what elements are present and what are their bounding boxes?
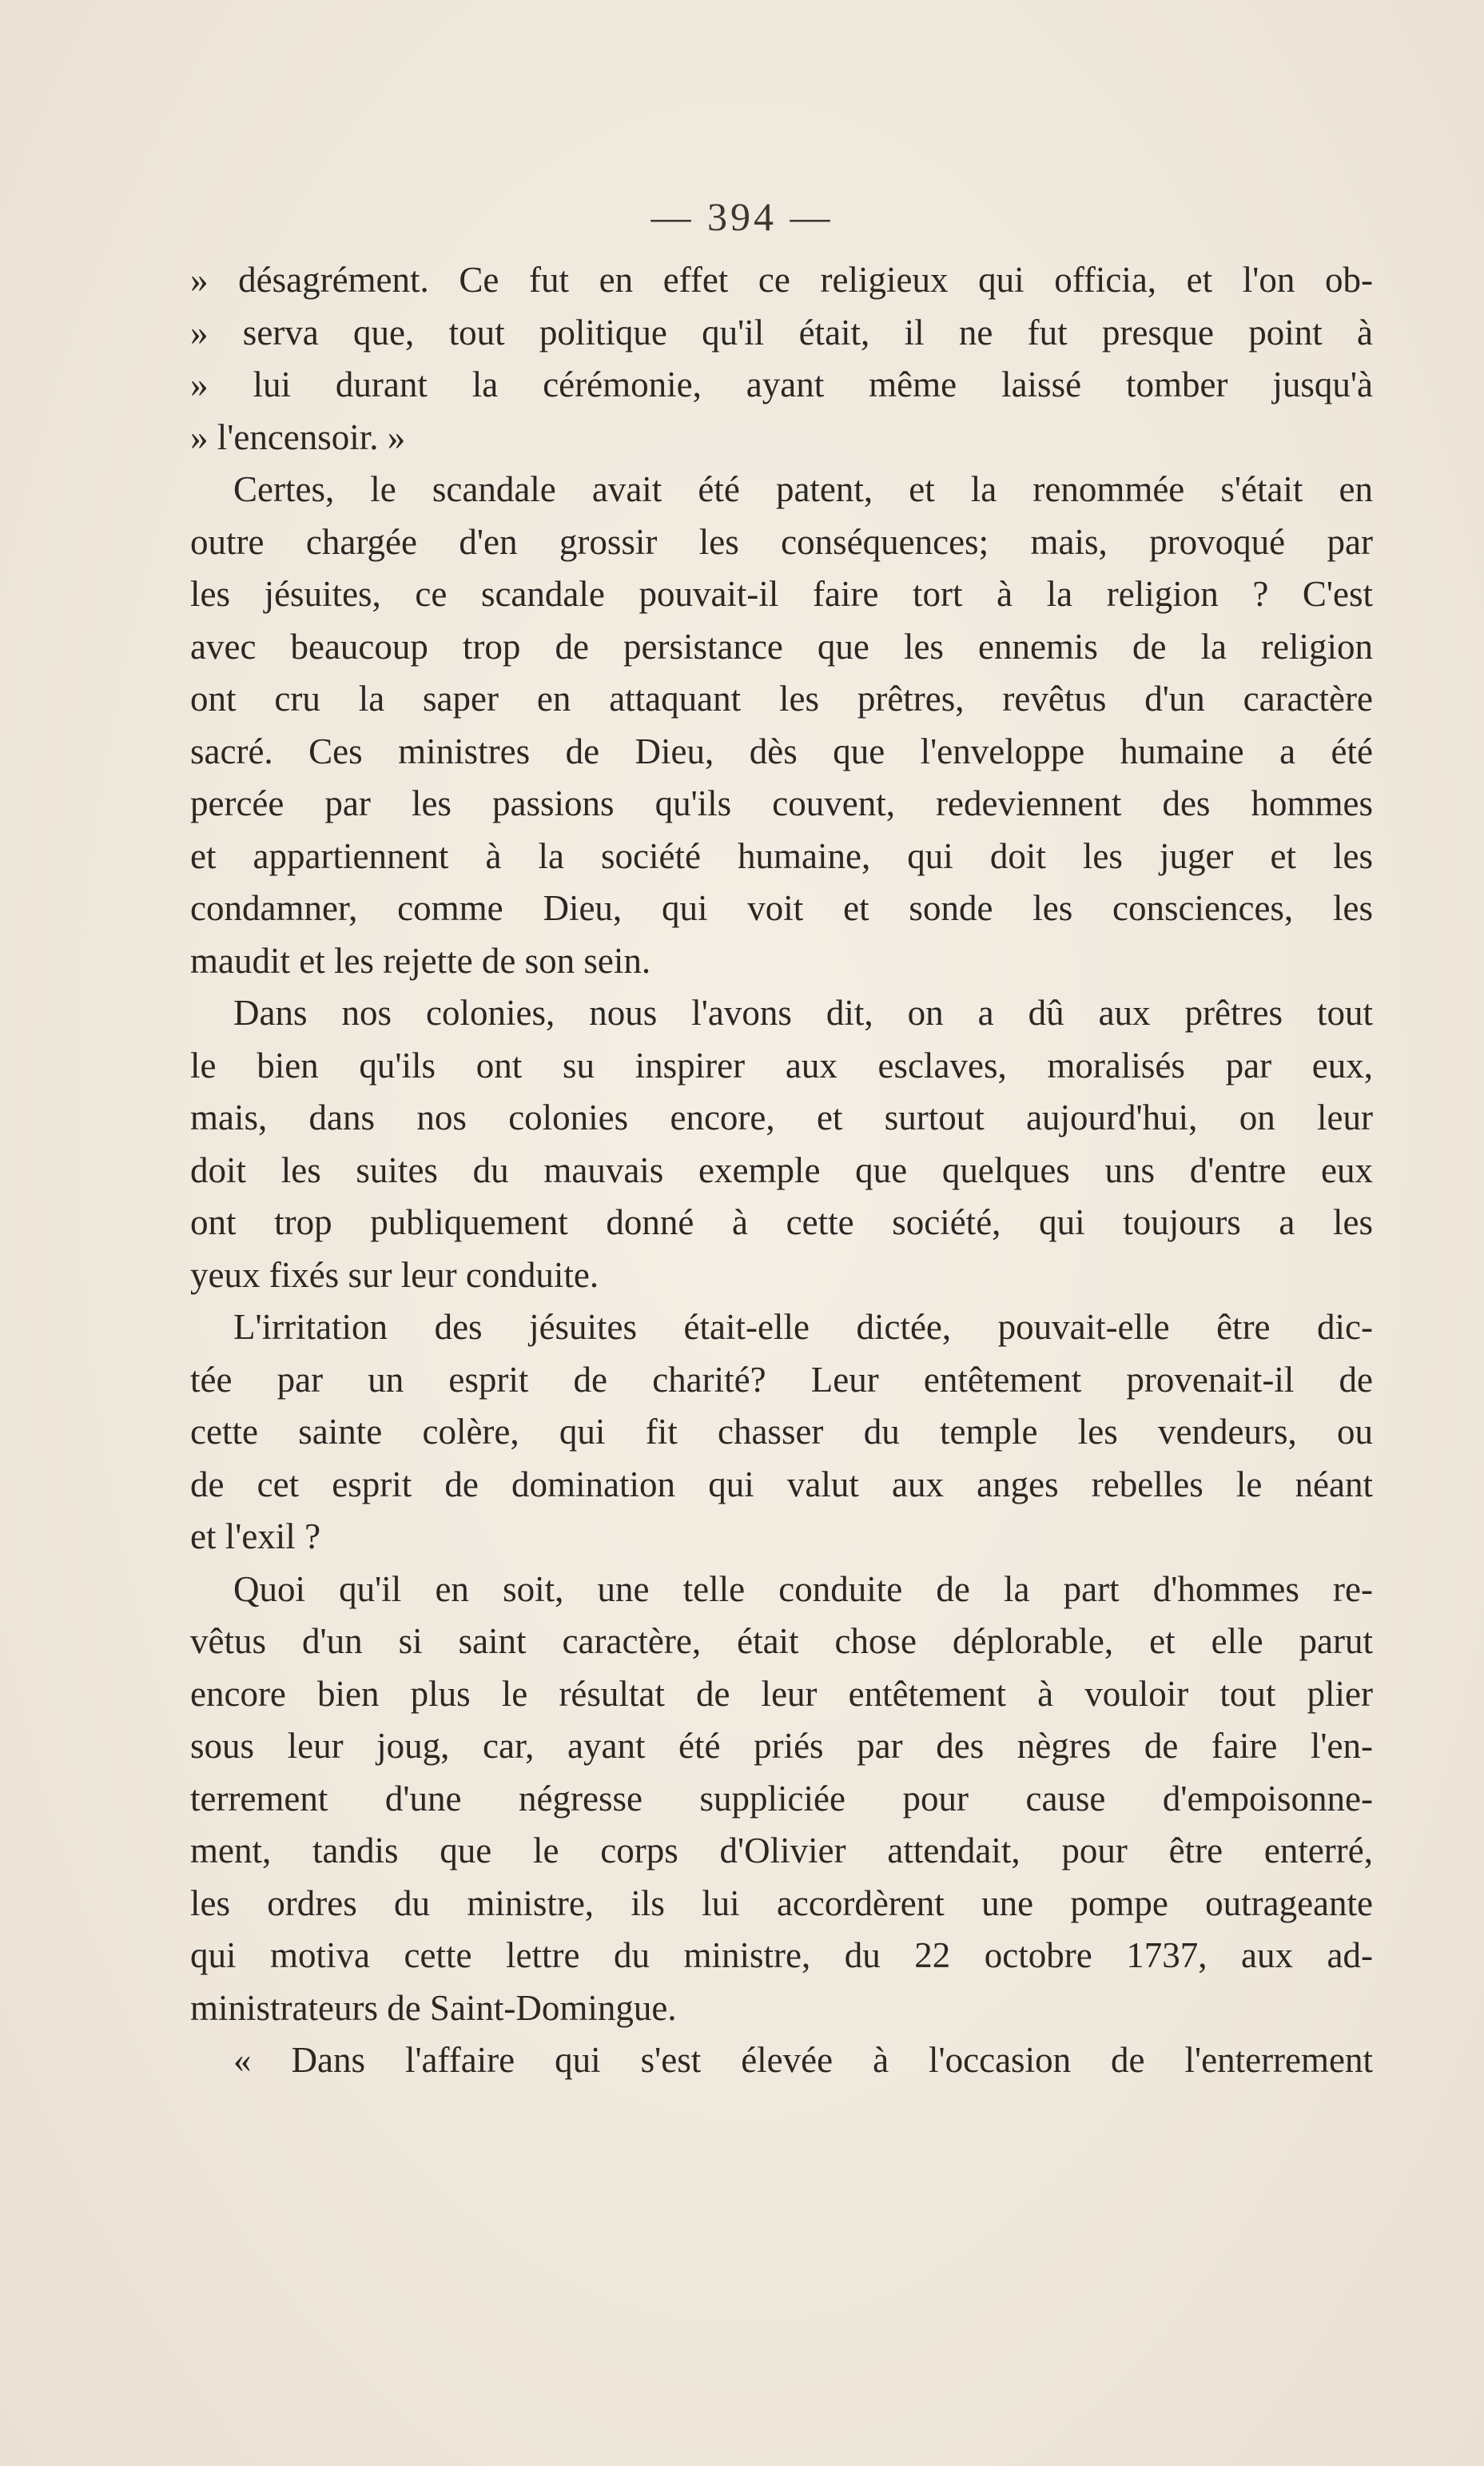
text-line: les ordres du ministre, ils lui accordèrent une pompe outrageante bbox=[190, 1882, 1373, 1923]
text-line: yeux fixés sur leur conduite. bbox=[190, 1254, 599, 1295]
text-line: mais, dans nos colonies encore, et surtout aujourd'hui, on leur bbox=[190, 1098, 1373, 1137]
text-line: terrement d'une négresse suppliciée pour cause d'empoisonne- bbox=[190, 1778, 1373, 1819]
text-line: maudit et les rejette de son sein. bbox=[190, 940, 651, 981]
text-line: » l'encensoir. » bbox=[190, 416, 406, 457]
text-line: » lui durant la cérémonie, ayant même laissé tomber jusqu'à bbox=[190, 365, 1373, 404]
page-number: — 394 — bbox=[650, 194, 834, 239]
text-line: tée par un esprit de charité? Leur entêtement provenait-il de bbox=[190, 1359, 1373, 1400]
text-line: doit les suites du mauvais exemple que quelques uns d'entre eux bbox=[190, 1149, 1373, 1190]
text-line: et appartiennent à la société humaine, qui doit les juger et les bbox=[190, 835, 1373, 876]
text-line: les jésuites, ce scandale pouvait-il faire tort à la religion ? C'est bbox=[190, 574, 1373, 614]
text-line: » serva que, tout politique qu'il était, il ne fut presque point à bbox=[190, 312, 1373, 353]
text-line: ment, tandis que le corps d'Olivier attendait, pour être enterré, bbox=[190, 1831, 1373, 1870]
text-line: vêtus d'un si saint caractère, était chose déplorable, et elle parut bbox=[190, 1621, 1373, 1661]
text-line: Quoi qu'il en soit, une telle conduite de la part d'hommes re- bbox=[233, 1568, 1373, 1609]
text-line: qui motiva cette lettre du ministre, du 22 octobre 1737, aux ad- bbox=[190, 1935, 1373, 1975]
body-text bbox=[190, 254, 1373, 2087]
text-line: ont cru la saper en attaquant les prêtres, revêtus d'un caractère bbox=[190, 679, 1373, 719]
text-line: sacré. Ces ministres de Dieu, dès que l'enveloppe humaine a été bbox=[190, 731, 1373, 771]
text-line: ministrateurs de Saint-Domingue. bbox=[190, 1987, 677, 2028]
text-line: condamner, comme Dieu, qui voit et sonde les consciences, les bbox=[190, 888, 1373, 928]
text-line: avec beaucoup trop de persistance que les ennemis de la religion bbox=[190, 626, 1373, 667]
text-line: et l'exil ? bbox=[190, 1516, 321, 1556]
text-line: de cet esprit de domination qui valut aux anges rebelles le néant bbox=[190, 1464, 1373, 1504]
text-line: « Dans l'affaire qui s'est élevée à l'occasion de l'enterrement bbox=[233, 2040, 1373, 2080]
text-line: outre chargée d'en grossir les conséquences; mais, provoqué par bbox=[190, 521, 1373, 562]
text-line: cette sainte colère, qui fit chasser du temple les vendeurs, ou bbox=[190, 1412, 1373, 1452]
text-line: Certes, le scandale avait été patent, et la renommée s'était en bbox=[233, 469, 1373, 509]
text-line: percée par les passions qu'ils couvent, redeviennent des hommes bbox=[190, 783, 1373, 823]
text-line: sous leur joug, car, ayant été priés par des nègres de faire l'en- bbox=[190, 1726, 1373, 1766]
text-line: Dans nos colonies, nous l'avons dit, on a dû aux prêtres tout bbox=[233, 993, 1373, 1033]
text-line: ont trop publiquement donné à cette société, qui toujours a les bbox=[190, 1202, 1373, 1242]
text-line: L'irritation des jésuites était-elle dictée, pouvait-elle être dic- bbox=[233, 1307, 1373, 1347]
text-line: encore bien plus le résultat de leur entêtement à vouloir tout plier bbox=[190, 1673, 1373, 1714]
text-line: » désagrément. Ce fut en effet ce religieux qui officia, et l'on ob- bbox=[190, 260, 1373, 300]
text-line: le bien qu'ils ont su inspirer aux esclaves, moralisés par eux, bbox=[190, 1045, 1373, 1086]
